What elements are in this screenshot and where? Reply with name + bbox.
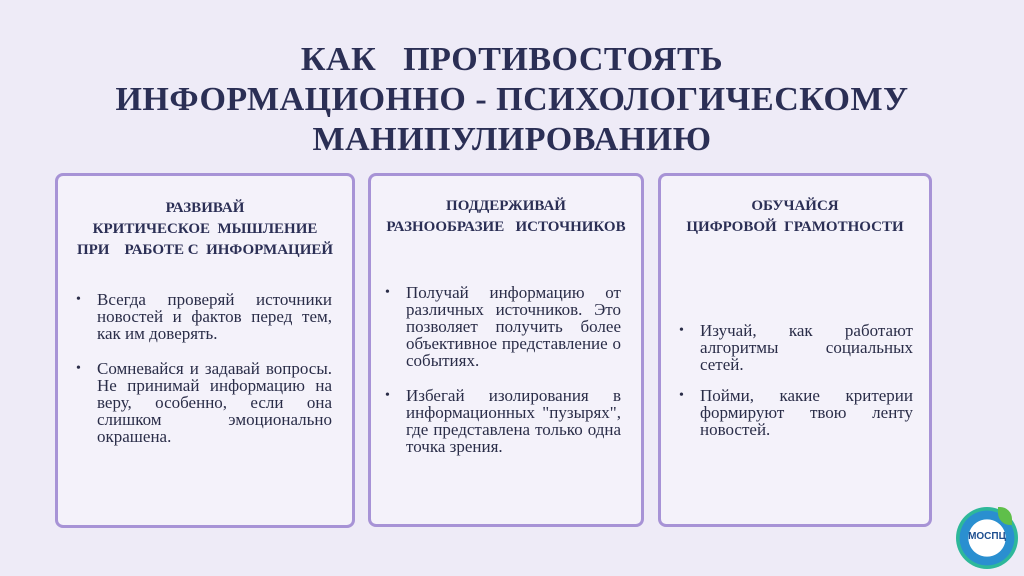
bullet-icon: • <box>679 323 684 338</box>
bullet-list <box>379 284 621 473</box>
list-item-text: Всегда проверяй источники новостей и фактов перед тем, как им доверять. <box>97 290 332 343</box>
card-heading-line: ЦИФРОВОЙ ГРАМОТНОСТИ <box>686 219 904 235</box>
card-diverse-sources <box>368 173 644 527</box>
card-heading-line: ПОДДЕРЖИВАЙ <box>446 198 566 214</box>
bullet-icon: • <box>385 388 390 403</box>
card-heading-line: КРИТИЧЕСКОЕ МЫШЛЕНИЕ <box>92 221 318 237</box>
bullet-list <box>70 291 332 463</box>
list-item <box>70 360 332 445</box>
list-item-text: Получай информацию от различных источников. Это позволяет получить более объективное представление о событиях. <box>406 283 621 370</box>
logo-text: МОСПЦ <box>968 531 1006 542</box>
list-item-text: Пойми, какие критерии формируют твою ленту новостей. <box>700 386 913 439</box>
bullet-icon: • <box>385 285 390 300</box>
list-item <box>673 322 913 373</box>
list-item <box>379 387 621 455</box>
bullet-icon: • <box>76 292 81 307</box>
title-line-2: ИНФОРМАЦИОННО - ПСИХОЛОГИЧЕСКОМУ <box>115 81 909 118</box>
list-item-text: Изучай, как работают алгоритмы социальных сетей. <box>700 321 913 374</box>
card-heading <box>58 198 352 261</box>
title-line-1: КАК ПРОТИВОСТОЯТЬ <box>300 41 724 78</box>
list-item <box>70 291 332 342</box>
card-critical-thinking <box>55 173 355 528</box>
card-digital-literacy <box>658 173 932 527</box>
card-heading <box>661 196 929 238</box>
bullet-list <box>673 322 913 452</box>
list-item <box>673 387 913 438</box>
bullet-icon: • <box>679 388 684 403</box>
list-item-text: Избегай изолирования в информационных "пузырях", где представлена только одна точка зрения. <box>406 386 621 456</box>
bullet-icon: • <box>76 361 81 376</box>
card-heading-line: ОБУЧАЙСЯ <box>751 198 839 214</box>
card-heading-line: ПРИ РАБОТЕ С ИНФОРМАЦИЕЙ <box>76 242 334 258</box>
card-heading-line: РАЗВИВАЙ <box>165 200 245 216</box>
leaf-icon <box>998 507 1012 525</box>
page-title <box>0 40 1024 160</box>
card-heading <box>371 196 641 238</box>
list-item-text: Сомневайся и задавай вопросы. Не принимай информацию на веру, особенно, если она слишком эмоционально окрашена. <box>97 359 332 446</box>
card-heading-line: РАЗНООБРАЗИЕ ИСТОЧНИКОВ <box>386 219 626 235</box>
mospc-logo <box>956 507 1018 569</box>
title-line-3: МАНИПУЛИРОВАНИЮ <box>312 121 712 158</box>
list-item <box>379 284 621 369</box>
